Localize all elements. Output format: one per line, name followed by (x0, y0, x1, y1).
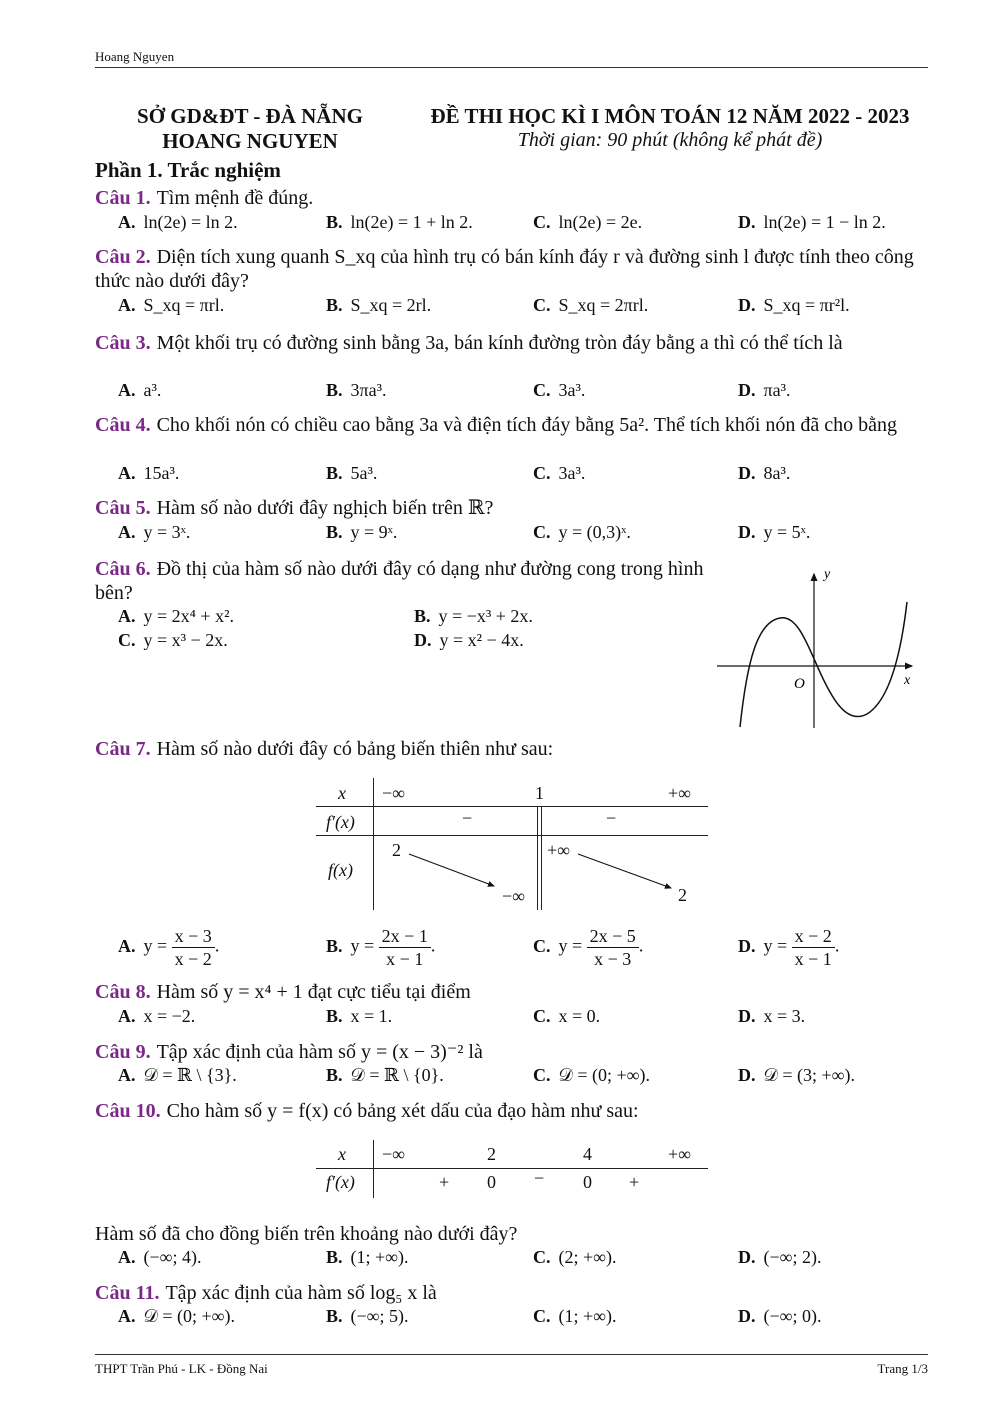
question-10: Câu 10. Cho hàm số y = f(x) có bảng xét dấu của đạo hàm như sau: (95, 1100, 639, 1122)
question-11: Câu 11. Tập xác định của hàm số log₅ x là (95, 1282, 437, 1304)
q10-option-a[interactable]: A. (−∞; 4). (118, 1247, 202, 1267)
question-7: Câu 7. Hàm số nào dưới đây có bảng biến thiên như sau: (95, 738, 554, 760)
question-number: Câu 1. (95, 187, 151, 209)
sign-table: x f′(x) −∞ 2 4 +∞ + 0 − 0 + (316, 1140, 708, 1198)
question-4: Câu 4. Cho khối nón có chiều cao bằng 3a và điện tích đáy bằng 5a². Thể tích khối nón đã cho bằng (95, 414, 898, 436)
q7-option-d[interactable]: D. y = $\frac{x - 2}{x - 1}$ . (738, 926, 840, 969)
q9-option-c[interactable]: C. 𝒟 = (0; +∞). (533, 1065, 650, 1085)
q11-option-c[interactable]: C. (1; +∞). (533, 1306, 617, 1326)
q2-option-c[interactable]: C. S_xq = 2πrl. (533, 295, 649, 315)
q1-option-a[interactable]: A. ln(2e) = ln 2. (118, 212, 238, 232)
footer-rule (95, 1354, 928, 1355)
q6-option-c[interactable]: C. y = x³ − 2x. (118, 630, 228, 650)
q11-option-a[interactable]: A. 𝒟 = (0; +∞). (118, 1306, 235, 1326)
variation-table: x f′(x) f(x) −∞ 1 +∞ − − 2 −∞ +∞ 2 (316, 778, 708, 910)
q5-option-a[interactable]: A. y = 3ˣ. (118, 522, 191, 542)
exam-title: ĐỀ THI HỌC KÌ I MÔN TOÁN 12 NĂM 2022 - 2023 (430, 104, 910, 128)
q6-option-d[interactable]: D. y = x² − 4x. (414, 630, 524, 650)
q6-option-a[interactable]: A. y = 2x⁴ + x². (118, 606, 234, 626)
q9-option-b[interactable]: B. 𝒟 = ℝ \ {0}. (326, 1065, 444, 1085)
y-axis-label: y (824, 567, 831, 582)
q8-option-d[interactable]: D. x = 3. (738, 1006, 806, 1026)
running-header-author: Hoang Nguyen (95, 49, 175, 64)
q8-option-b[interactable]: B. x = 1. (326, 1006, 393, 1026)
x-axis-label: x (904, 673, 911, 688)
q3-option-a[interactable]: A. a³. (118, 380, 162, 400)
q10-option-c[interactable]: C. (2; +∞). (533, 1247, 617, 1267)
q8-option-c[interactable]: C. x = 0. (533, 1006, 601, 1026)
question-8: Câu 8. Hàm số y = x⁴ + 1 đạt cực tiểu tại điểm (95, 981, 471, 1003)
q7-option-c[interactable]: C. y = $\frac{2x - 5}{x - 3}$ . (533, 926, 644, 969)
q5-option-c[interactable]: C. y = (0,3)ˣ. (533, 522, 631, 542)
q7-option-a[interactable]: A. y = $\frac{x - 3}{x - 2}$ . (118, 926, 220, 969)
q4-option-a[interactable]: A. 15a³. (118, 463, 180, 483)
footer-school: THPT Trần Phú - LK - Đồng Nai (95, 1361, 268, 1376)
question-3: Câu 3. Một khối trụ có đường sinh bằng 3a, bán kính đường tròn đáy bằng a thì có thể tích là (95, 332, 843, 354)
q3-option-c[interactable]: C. 3a³. (533, 380, 586, 400)
q9-option-a[interactable]: A. 𝒟 = ℝ \ {3}. (118, 1065, 237, 1085)
exam-duration: Thời gian: 90 phút (không kể phát đề) (517, 129, 823, 151)
q11-option-b[interactable]: B. (−∞; 5). (326, 1306, 409, 1326)
q3-option-d[interactable]: D. πa³. (738, 380, 791, 400)
q1-option-c[interactable]: C. ln(2e) = 2e. (533, 212, 643, 232)
header-rule (95, 67, 928, 68)
q10-option-d[interactable]: D. (−∞; 2). (738, 1247, 822, 1267)
q10-option-b[interactable]: B. (1; +∞). (326, 1247, 409, 1267)
q1-option-d[interactable]: D. ln(2e) = 1 − ln 2. (738, 212, 886, 232)
q8-option-a[interactable]: A. x = −2. (118, 1006, 196, 1026)
question-9: Câu 9. Tập xác định của hàm số y = (x − 3)⁻² là (95, 1041, 483, 1063)
q11-option-d[interactable]: D. (−∞; 0). (738, 1306, 822, 1326)
question-6: Câu 6. Đồ thị của hàm số nào dưới đây có dạng như đường cong trong hình bên? (95, 558, 704, 604)
footer-page-number: Trang 1/3 (877, 1361, 928, 1376)
question-text: Tìm mệnh đề đúng. (156, 187, 314, 209)
q3-option-b[interactable]: B. 3πa³. (326, 380, 387, 400)
cubic-graph (712, 562, 922, 732)
q5-option-d[interactable]: D. y = 5ˣ. (738, 522, 811, 542)
q5-option-b[interactable]: B. y = 9ˣ. (326, 522, 398, 542)
q9-option-d[interactable]: D. 𝒟 = (3; +∞). (738, 1065, 855, 1085)
q2-option-d[interactable]: D. S_xq = πr²l. (738, 295, 850, 315)
question-5: Câu 5. Hàm số nào dưới đây nghịch biến trên ℝ? (95, 497, 494, 519)
question-10-prompt: Hàm số đã cho đồng biến trên khoảng nào dưới đây? (95, 1223, 518, 1245)
q4-option-d[interactable]: D. 8a³. (738, 463, 791, 483)
origin-label: O (794, 676, 805, 692)
school-name: SỞ GD&ĐT - ĐÀ NẴNG (137, 104, 363, 128)
q6-option-b[interactable]: B. y = −x³ + 2x. (414, 606, 533, 626)
q7-option-b[interactable]: B. y = $\frac{2x - 1}{x - 1}$ . (326, 926, 436, 969)
cubic-curve (740, 602, 907, 727)
q2-option-a[interactable]: A. S_xq = πrl. (118, 295, 225, 315)
q2-option-b[interactable]: B. S_xq = 2rl. (326, 295, 432, 315)
q1-option-b[interactable]: B. ln(2e) = 1 + ln 2. (326, 212, 473, 232)
section-title: Phần 1. Trắc nghiệm (95, 158, 281, 182)
question-2: Câu 2. Diện tích xung quanh S_xq của hình trụ có bán kính đáy r và đường sinh l được tính theo công thức nào dưới đây? (95, 246, 914, 292)
variation-arrows (316, 778, 708, 910)
school-subname: HOANG NGUYEN (162, 129, 338, 153)
question-1 (95, 186, 930, 210)
q4-option-c[interactable]: C. 3a³. (533, 463, 586, 483)
q4-option-b[interactable]: B. 5a³. (326, 463, 378, 483)
